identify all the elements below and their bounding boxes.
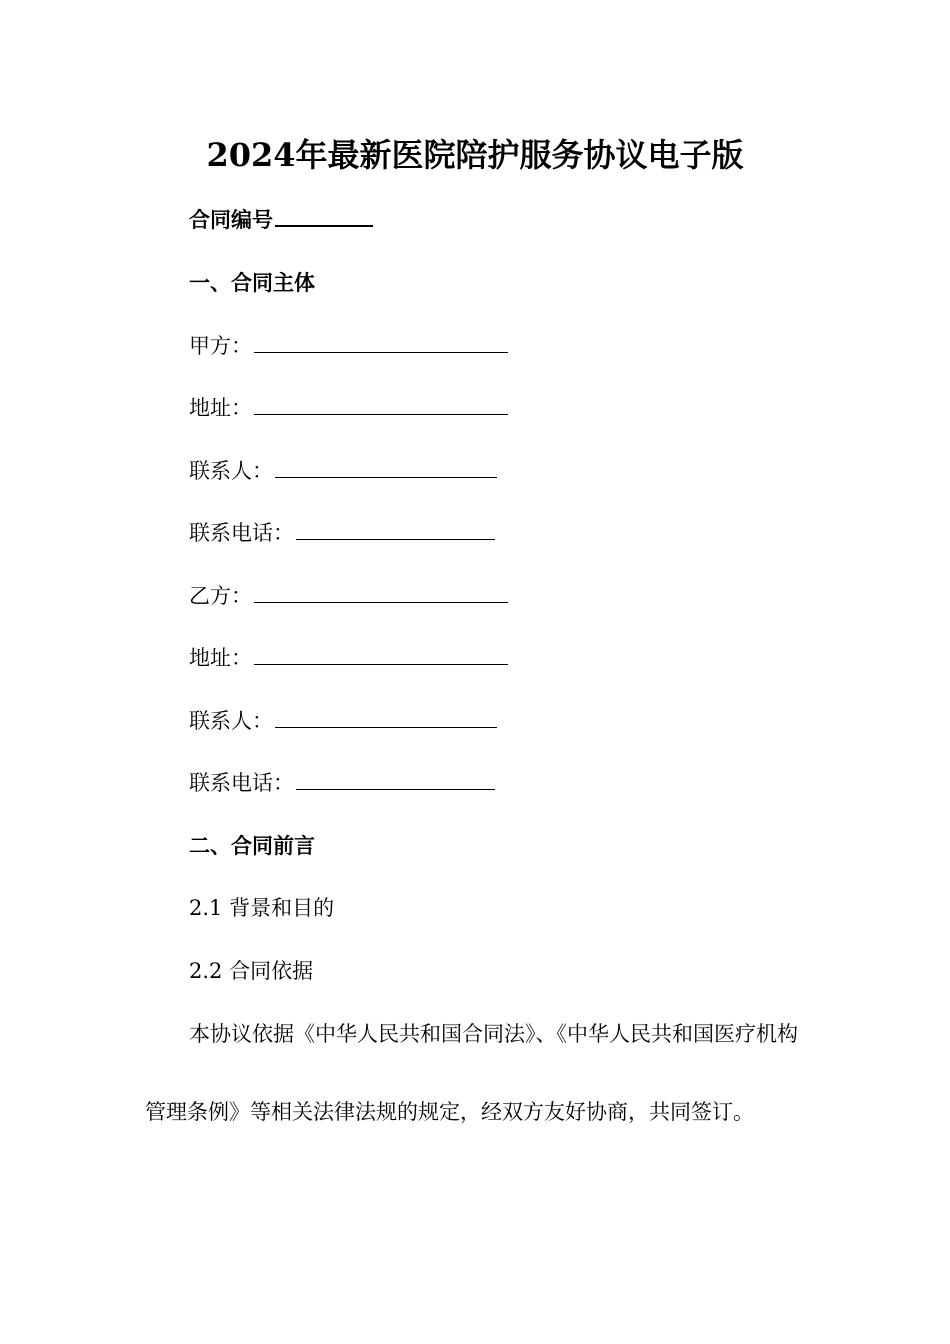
party-a-name-label: 甲方： [189, 334, 252, 358]
party-a-address-blank[interactable] [254, 394, 508, 415]
contract-number-label: 合同编号 [189, 207, 273, 232]
item-2-2: 2.2 合同依据 [189, 959, 314, 983]
contract-number-blank[interactable] [275, 205, 373, 227]
party-b-name-blank[interactable] [254, 582, 508, 603]
basis-paragraph: 本协议依据《中华人民共和国合同法》、《中华人民共和国医疗机构管理条例》等相关法律法规的规定，经双方友好协商，共同签订。 [145, 1022, 798, 1124]
party-a-phone-label: 联系电话： [189, 521, 294, 545]
party-a-name-blank[interactable] [254, 332, 508, 353]
party-b-address-blank[interactable] [254, 644, 508, 665]
party-b-contact-label: 联系人： [189, 709, 273, 733]
party-a-contact-row [189, 456, 497, 486]
party-b-phone-row [189, 768, 495, 798]
section2-heading: 二、合同前言 [189, 833, 315, 858]
party-a-address-label: 地址： [189, 396, 252, 420]
party-a-contact-blank[interactable] [275, 457, 497, 478]
party-b-contact-blank[interactable] [275, 707, 497, 728]
party-b-phone-blank[interactable] [296, 769, 495, 790]
party-b-address-label: 地址： [189, 646, 252, 670]
item-2-1: 2.1 背景和目的 [189, 896, 335, 920]
section1-heading: 一、合同主体 [189, 270, 315, 295]
party-a-address-row [189, 393, 508, 423]
party-b-name-row [189, 581, 508, 611]
party-a-phone-row [189, 518, 495, 548]
party-a-name-row [189, 331, 508, 361]
party-b-name-label: 乙方： [189, 584, 252, 608]
document-title: 2024年最新医院陪护服务协议电子版 [206, 136, 744, 174]
contract-number-row [189, 205, 373, 235]
party-a-contact-label: 联系人： [189, 459, 273, 483]
party-a-phone-blank[interactable] [296, 519, 495, 540]
party-b-phone-label: 联系电话： [189, 771, 294, 795]
party-b-contact-row [189, 706, 497, 736]
party-b-address-row [189, 643, 508, 673]
